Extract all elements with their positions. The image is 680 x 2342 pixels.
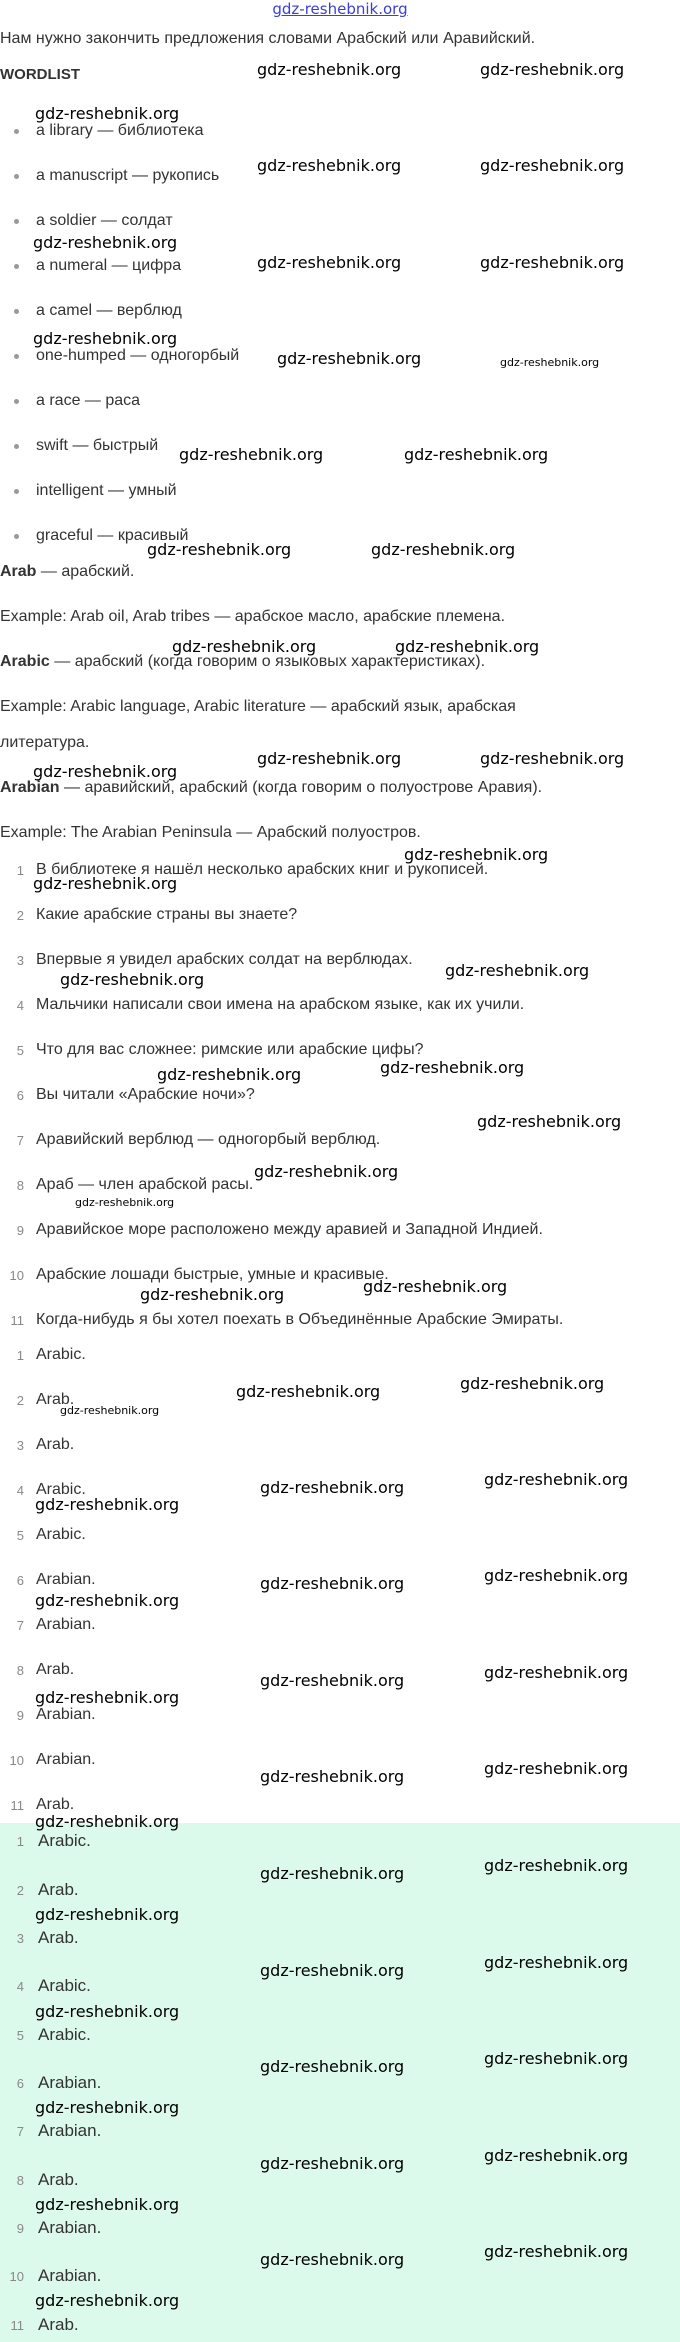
watermark: gdz-reshebnik.org: [260, 1767, 405, 1786]
watermark: gdz-reshebnik.org: [35, 2098, 180, 2117]
answer-item: 1 Arabic.: [16, 1346, 86, 1363]
watermark: gdz-reshebnik.org: [257, 749, 402, 768]
sentence-item: 9 Аравийское море расположено между аравией и Западной Индией.: [16, 1221, 543, 1238]
watermark: gdz-reshebnik.org: [35, 1688, 180, 1707]
watermark: gdz-reshebnik.org: [257, 60, 402, 79]
answer-item: 4 Arabic.: [16, 1481, 86, 1498]
wordlist-item: a numeral — цифра: [36, 257, 181, 275]
watermark: gdz-reshebnik.org: [257, 253, 402, 272]
wordlist-item: intelligent — умный: [36, 482, 177, 500]
watermark: gdz-reshebnik.org: [484, 1953, 629, 1972]
watermark: gdz-reshebnik.org: [157, 1065, 302, 1084]
wordlist-item: one-humped — одногорбый: [36, 347, 239, 365]
watermark: gdz-reshebnik.org: [35, 1591, 180, 1610]
def-arabic: Arabic — арабский (когда говорим о языковых характеристиках).: [0, 653, 486, 670]
watermark: gdz-reshebnik.org: [260, 1574, 405, 1593]
wordlist-item: a manuscript — рукопись: [36, 167, 219, 185]
sentence-item: 8 Араб — член арабской расы.: [16, 1176, 254, 1193]
watermark: gdz-reshebnik.org: [172, 637, 317, 656]
watermark: gdz-reshebnik.org: [404, 445, 549, 464]
wordlist-item: a race — раса: [36, 392, 140, 410]
watermark: gdz-reshebnik.org: [254, 1162, 399, 1181]
watermark: gdz-reshebnik.org: [35, 2002, 180, 2021]
watermark: gdz-reshebnik.org: [260, 2057, 405, 2076]
def-arab: Arab — арабский.: [0, 563, 135, 580]
watermark: gdz-reshebnik.org: [257, 156, 402, 175]
def-arabic-example-2: литература.: [0, 734, 90, 751]
wordlist-title: WORDLIST: [0, 66, 80, 83]
sentence-item: 6 Вы читали «Арабские ночи»?: [16, 1086, 255, 1103]
watermark: gdz-reshebnik.org: [477, 1112, 622, 1131]
watermark: gdz-reshebnik.org: [35, 1495, 180, 1514]
watermark: gdz-reshebnik.org: [260, 2250, 405, 2269]
watermark: gdz-reshebnik.org: [484, 1663, 629, 1682]
watermark: gdz-reshebnik.org: [445, 961, 590, 980]
watermark: gdz-reshebnik.org: [484, 1566, 629, 1585]
answer-item: 6 Arabian.: [16, 1571, 96, 1588]
watermark: gdz-reshebnik.org: [260, 1478, 405, 1497]
watermark: gdz-reshebnik.org: [277, 349, 422, 368]
watermark: gdz-reshebnik.org: [371, 540, 516, 559]
watermark: gdz-reshebnik.org: [480, 156, 625, 175]
answer-item: 10 Arabian.: [9, 1751, 96, 1768]
def-arabian-example: Example: The Arabian Peninsula — Арабский полуостров.: [0, 824, 421, 841]
watermark: gdz-reshebnik.org: [363, 1277, 508, 1296]
sentence-item: 11 Когда-нибудь я бы хотел поехать в Объединённые Арабские Эмираты.: [10, 1311, 564, 1328]
sentence-item: 10 Арабские лошади быстрые, умные и красивые.: [9, 1266, 389, 1283]
answer-item: 5 Arabic.: [16, 1526, 86, 1543]
def-arabian: Arabian — аравийский, арабский (когда говорим о полуострове Аравия).: [0, 779, 543, 796]
watermark: gdz-reshebnik.org: [395, 637, 540, 656]
green-answer-item: 11 Arab.: [10, 2315, 79, 2334]
green-answer-item: 5 Arabic.: [16, 2025, 91, 2044]
watermark: gdz-reshebnik.org: [484, 1856, 629, 1875]
watermark: gdz-reshebnik.org: [33, 762, 178, 781]
watermark: gdz-reshebnik.org: [35, 1812, 180, 1831]
watermark: gdz-reshebnik.org: [179, 445, 324, 464]
green-answer-item: 9 Arabian.: [16, 2218, 102, 2237]
watermark: gdz-reshebnik.org: [484, 1759, 629, 1778]
watermark: gdz-reshebnik.org: [260, 1864, 405, 1883]
sentence-item: 3 Впервые я увидел арабских солдат на верблюдах.: [16, 951, 413, 968]
watermark: gdz-reshebnik.org: [147, 540, 292, 559]
wordlist-item: swift — быстрый: [36, 437, 158, 455]
answer-item: 7 Arabian.: [16, 1616, 96, 1633]
answer-item: 11 Arab.: [10, 1796, 75, 1813]
answer-item: 3 Arab.: [16, 1436, 75, 1453]
def-arabic-example-1: Example: Arabic language, Arabic literature — арабский язык, арабская: [0, 698, 516, 715]
wordlist-item: a camel — верблюд: [36, 302, 182, 320]
watermark: gdz-reshebnik.org: [35, 2195, 180, 2214]
answer-item: 2 Arab.: [16, 1391, 75, 1408]
watermark: gdz-reshebnik.org: [500, 356, 600, 369]
watermark: gdz-reshebnik.org: [35, 2291, 180, 2310]
sentence-item: 1 В библиотеке я нашёл несколько арабских книг и рукописей.: [16, 861, 489, 878]
green-answer-item: 2 Arab.: [16, 1880, 79, 1899]
wordlist-item: graceful — красивый: [36, 527, 188, 545]
watermark: gdz-reshebnik.org: [484, 2146, 629, 2165]
wordlist-item: a library — библиотека: [36, 122, 203, 140]
site-header[interactable]: [0, 0, 680, 22]
wordlist-item: a soldier — солдат: [36, 212, 173, 230]
watermark: gdz-reshebnik.org: [480, 60, 625, 79]
green-answer-item: 10 Arabian.: [9, 2266, 102, 2285]
green-answer-item: 8 Arab.: [16, 2170, 79, 2189]
watermark: gdz-reshebnik.org: [480, 749, 625, 768]
green-answer-item: 1 Arabic.: [16, 1831, 91, 1850]
sentence-item: 7 Аравийский верблюд — одногорбый верблюд.: [16, 1131, 381, 1148]
watermark: gdz-reshebnik.org: [484, 1470, 629, 1489]
def-arab-example: Example: Arab oil, Arab tribes — арабское масло, арабские племена.: [0, 608, 506, 625]
watermark: gdz-reshebnik.org: [140, 1285, 285, 1304]
task-text: Нам нужно закончить предложения словами Арабский или Аравийский.: [0, 30, 536, 47]
sentence-item: 2 Какие арабские страны вы знаете?: [16, 906, 298, 923]
watermark: gdz-reshebnik.org: [75, 1196, 175, 1209]
watermark: gdz-reshebnik.org: [404, 845, 549, 864]
watermark: gdz-reshebnik.org: [33, 233, 178, 252]
watermark: gdz-reshebnik.org: [35, 1905, 180, 1924]
green-answer-item: 4 Arabic.: [16, 1976, 91, 1995]
watermark: gdz-reshebnik.org: [60, 1404, 160, 1417]
green-answer-item: 3 Arab.: [16, 1928, 79, 1947]
watermark: gdz-reshebnik.org: [260, 1671, 405, 1690]
site-header-link[interactable]: gdz-reshebnik.org: [272, 0, 408, 18]
watermark: gdz-reshebnik.org: [260, 2154, 405, 2173]
answer-item: 8 Arab.: [16, 1661, 75, 1678]
watermark: gdz-reshebnik.org: [480, 253, 625, 272]
watermark: gdz-reshebnik.org: [35, 104, 180, 123]
watermark: gdz-reshebnik.org: [484, 2049, 629, 2068]
green-answer-item: 6 Arabian.: [16, 2073, 102, 2092]
watermark: gdz-reshebnik.org: [33, 874, 178, 893]
sentence-item: 5 Что для вас сложнее: римские или арабские цифы?: [16, 1041, 424, 1058]
watermark: gdz-reshebnik.org: [260, 1961, 405, 1980]
watermark: gdz-reshebnik.org: [60, 970, 205, 989]
watermark: gdz-reshebnik.org: [33, 329, 178, 348]
watermark: gdz-reshebnik.org: [460, 1374, 605, 1393]
watermark: gdz-reshebnik.org: [484, 2242, 629, 2261]
sentence-item: 4 Мальчики написали свои имена на арабском языке, как их учили.: [16, 996, 525, 1013]
green-answer-item: 7 Arabian.: [16, 2121, 102, 2140]
answer-item: 9 Arabian.: [16, 1706, 96, 1723]
watermark: gdz-reshebnik.org: [380, 1058, 525, 1077]
watermark: gdz-reshebnik.org: [236, 1382, 381, 1401]
